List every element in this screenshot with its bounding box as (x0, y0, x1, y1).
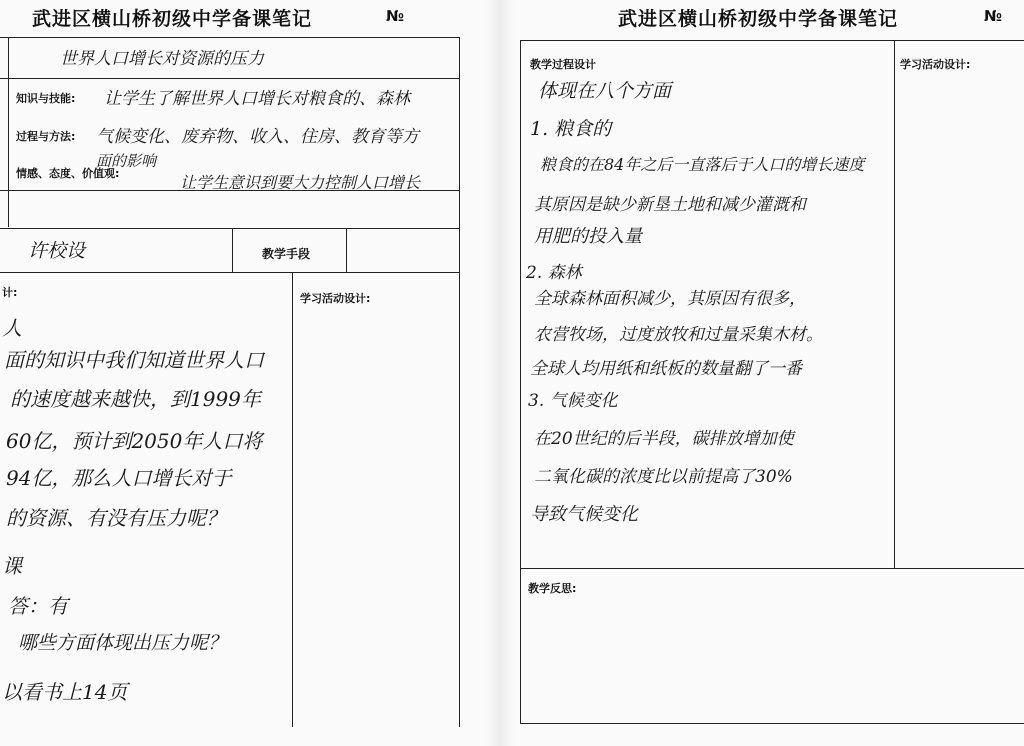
right-frame-bottom (520, 723, 1024, 724)
right-frame-left (520, 40, 521, 724)
teacher-name: 许校设 (28, 240, 86, 262)
right-line-7: 全球森林面积减少，其原因有很多， (534, 289, 806, 309)
right-line-12: 二氧化碳的浓度比以前提高了30% (534, 467, 793, 487)
knowledge-label: 知识与技能: (16, 92, 76, 105)
process-design-label: 教学过程设计 (530, 58, 596, 71)
topic-title: 世界人口增长对资源的压力 (60, 49, 264, 69)
right-reflection-divider (520, 568, 1024, 569)
left-means-divider-b (346, 228, 347, 272)
process-text: 气候变化、废弃物、收入、住房、教育等方 (96, 127, 419, 147)
left-means-divider-a (232, 228, 233, 272)
left-row-divider-3 (0, 228, 460, 229)
right-line-2: 1. 粮食的 (530, 118, 612, 140)
left-frame-inner-left (8, 37, 9, 227)
emotion-text-1: 面的影响 (96, 152, 157, 170)
process-line-1: 人 (2, 316, 22, 340)
process-line-3: 的速度越来越快，到1999年 (10, 387, 261, 411)
right-activity-label: 学习活动设计: (900, 58, 971, 71)
right-line-6: 2. 森林 (526, 263, 582, 283)
reflection-label: 教学反思: (528, 582, 577, 595)
left-frame-top (0, 37, 460, 38)
right-line-3: 粮食的在84年之后一直落后于人口的增长速度 (540, 155, 865, 174)
right-header-title: 武进区横山桥初级中学备课笔记 (618, 8, 899, 30)
process-line-7: 课 (2, 554, 22, 578)
right-activity-divider (894, 40, 895, 568)
left-activity-divider (292, 272, 293, 727)
emotion-text-2: 让学生意识到要大力控制人口增长 (180, 173, 421, 192)
left-frame-right (459, 37, 460, 727)
left-row-divider-1 (0, 78, 460, 79)
right-line-11: 在20世纪的后半段，碳排放增加使 (534, 429, 794, 449)
left-activity-label: 学习活动设计: (300, 292, 371, 305)
teaching-means-label: 教学手段 (262, 247, 311, 261)
process-line-5: 94亿，那么人口增长对于 (6, 466, 232, 490)
design-label: 计: (2, 286, 18, 299)
left-row-divider-4 (0, 272, 460, 273)
page-fold-shadow (486, 0, 514, 746)
knowledge-text: 让学生了解世界人口增长对粮食的、森林 (104, 89, 410, 109)
left-header-title: 武进区横山桥初级中学备课笔记 (32, 8, 313, 30)
right-frame-top (520, 40, 1024, 41)
process-line-8: 答：有 (8, 594, 68, 618)
right-line-4: 其原因是缺少新垦土地和减少灌溉和 (534, 195, 806, 215)
right-line-9: 全球人均用纸和纸板的数量翻了一番 (530, 359, 802, 379)
right-line-8: 农营牧场，过度放牧和过量采集木材。 (534, 325, 823, 345)
left-header-number: № (386, 7, 405, 25)
emotion-label: 情感、态度、价值观: (16, 167, 120, 180)
right-header-number: № (984, 7, 1003, 25)
process-line-10: 以看书上14页 (2, 680, 128, 704)
process-line-2: 面的知识中我们知道世界人口 (4, 348, 264, 372)
process-line-6: 的资源、有没有压力呢？ (6, 506, 226, 530)
process-line-9: 哪些方面体现出压力呢？ (18, 632, 228, 654)
right-line-10: 3. 气候变化 (528, 391, 618, 411)
right-line-13: 导致气候变化 (530, 504, 638, 525)
right-line-1: 体现在八个方面 (538, 80, 672, 102)
right-line-5: 用肥的投入量 (534, 226, 642, 247)
process-line-4: 60亿，预计到2050年人口将 (6, 429, 263, 453)
process-label: 过程与方法: (16, 130, 76, 143)
